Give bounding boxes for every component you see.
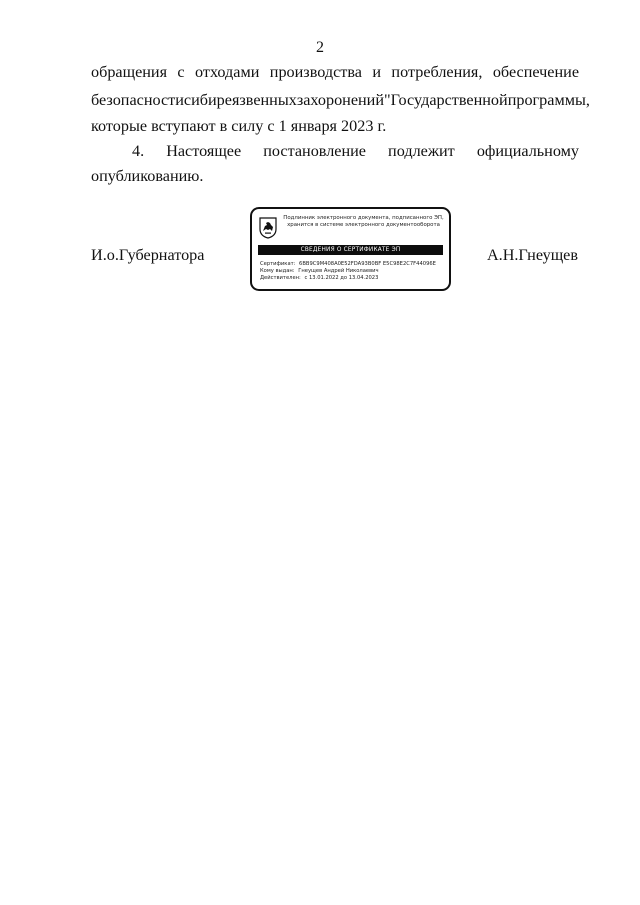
word: программы, [507, 91, 590, 109]
stamp-banner: СВЕДЕНИЯ О СЕРТИФИКАТЕ ЭП [258, 245, 443, 255]
body-line-2 [91, 90, 590, 110]
signer-name: А.Н.Гнеущев [486, 246, 578, 264]
word: подлежит [388, 142, 455, 160]
stamp-notice [281, 215, 446, 229]
certificate-value: 6BB9C9M408A0E52FDA93B0BF E5C98E2C7F44096E [299, 261, 436, 267]
paragraph-4-line-1 [132, 141, 579, 161]
issued-to-value: Гнеущев Андрей Николаевич [298, 268, 379, 274]
word: потребления, [391, 63, 483, 81]
stamp-notice-line-1: Подлинник электронного документа, подписанного ЭП, [283, 215, 444, 221]
issued-to-label: Кому выдан: [260, 268, 295, 274]
validity-label: Действителен: [260, 275, 301, 281]
word: производства [269, 63, 362, 81]
word: захоронений" [296, 91, 391, 109]
word: обеспечение [492, 63, 579, 81]
word: постановление [263, 142, 366, 160]
validity-row [260, 275, 378, 282]
paragraph-4-line-2: опубликованию. [91, 167, 204, 185]
word: безопасности [91, 91, 184, 109]
word: Государственной [390, 91, 508, 109]
body-line-3: которые вступают в силу с 1 января 2023 г. [91, 117, 387, 135]
page-number: 2 [316, 39, 324, 56]
word: обращения [91, 63, 168, 81]
paragraph-number: 4. [132, 142, 145, 160]
word: официальному [476, 142, 579, 160]
word: сибиреязвенных [183, 91, 297, 109]
issued-to-row [260, 268, 379, 275]
validity-value: с 13.01.2022 до 13.04.2023 [304, 275, 379, 281]
word: отходами [195, 63, 260, 81]
coat-of-arms-emblem-icon [259, 217, 277, 239]
body-line-1 [91, 62, 579, 82]
word: с [177, 63, 185, 81]
word: Настоящее [166, 142, 242, 160]
word: и [372, 63, 382, 81]
electronic-signature-stamp [250, 207, 451, 291]
stamp-notice-line-2: хранится в системе электронного документооборота [287, 222, 440, 228]
certificate-label: Сертификат: [260, 261, 296, 267]
signer-title: И.о.Губернатора [91, 246, 205, 264]
certificate-row [260, 261, 436, 268]
